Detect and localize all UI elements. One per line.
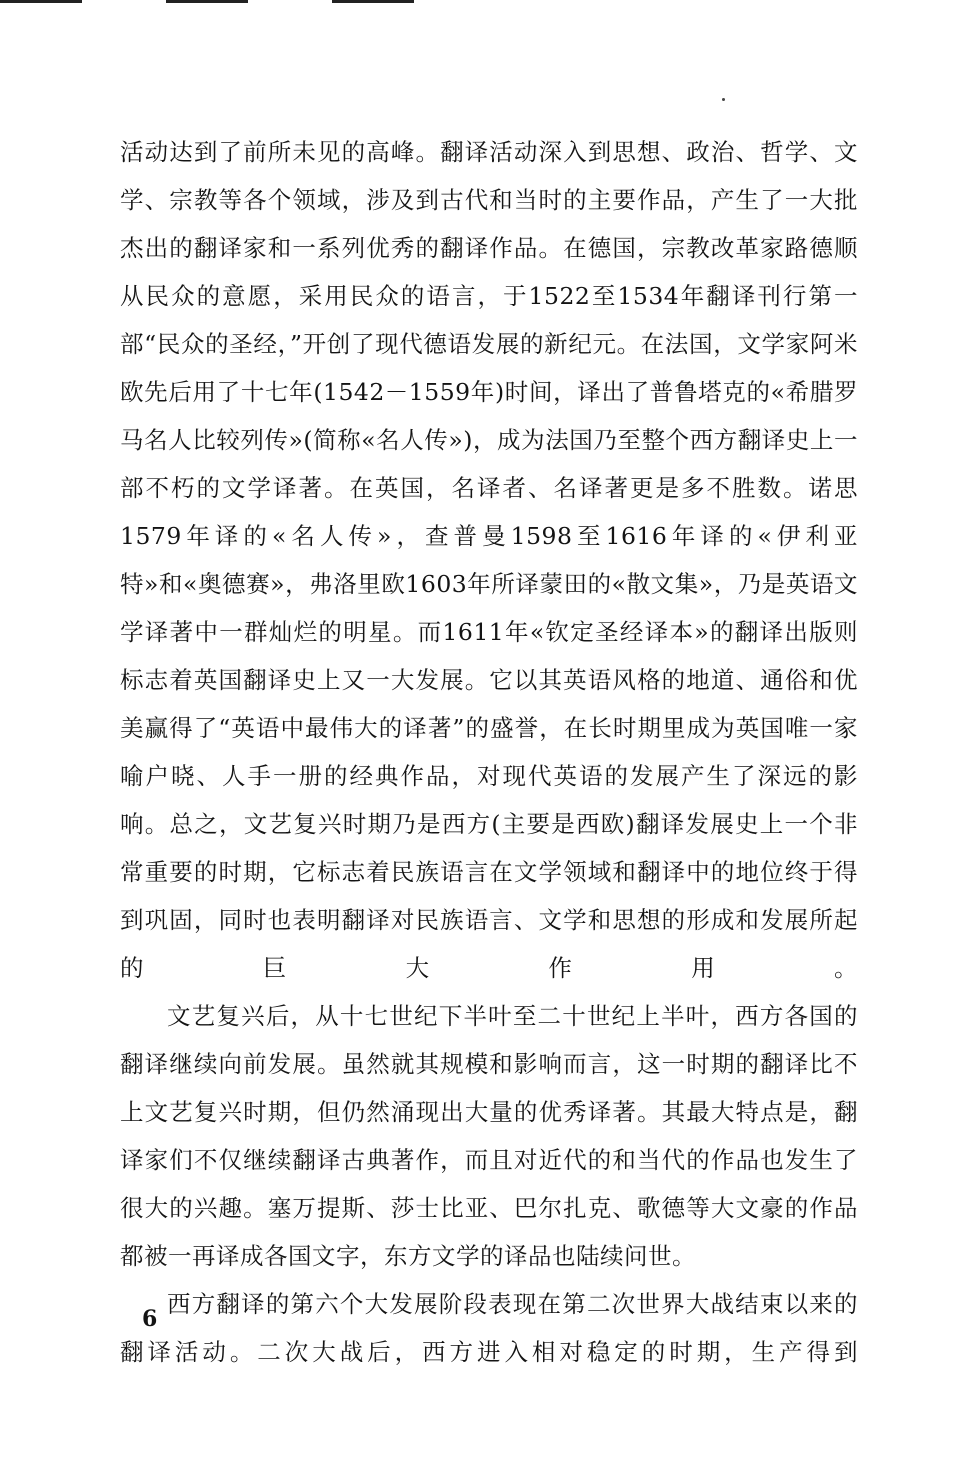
paragraph: 文艺复兴后，从十七世纪下半叶至二十世纪上半叶，西方各国的翻译继续向前发展。虽然就其规模和影响而言，这一时期的翻译比不上文艺复兴时期，但仍然涌现出大量的优秀译著。其最大特点是，翻译家们不仅继续翻译古典著作，而且对近代的和当代的作品也发生了很大的兴趣。塞万提斯、莎士比亚、巴尔扎克、歌德等大文豪的作品都被一再译成各国文字，东方文学的译品也陆续问世。 — [120, 1002, 858, 1270]
scan-speck — [722, 98, 725, 101]
scan-edge-mark — [166, 0, 248, 3]
paragraph: 西方翻译的第六个大发展阶段表现在第二次世界大战结束以来的翻译活动。二次大战后，西方进入相对稳定的时期，生产得到 — [120, 1290, 858, 1366]
body-text — [120, 128, 858, 1376]
scan-edge-mark — [332, 0, 414, 3]
paragraph-continued: 活动达到了前所未见的高峰。翻译活动深入到思想、政治、哲学、文学、宗教等各个领域，涉及到古代和当时的主要作品，产生了一大批杰出的翻译家和一系列优秀的翻译作品。在德国，宗教改革家路德顺从民众的意愿，采用民众的语言，于1522至1534年翻译刊行第一部“民众的圣经，”开创了现代德语发展的新纪元。在法国，文学家阿米欧先后用了十七年(1542－1559年)时间，译出了普鲁塔克的«希腊罗马名人比较列传»(简称«名人传»)，成为法国乃至整个西方翻译史上一部不朽的文学译著。在英国，名译者、名译著更是多不胜数。诺思1579年译的«名人传»，查普曼1598至1616年译的«伊利亚特»和«奥德赛»，弗洛里欧1603年所译蒙田的«散文集»，乃是英语文学译著中一群灿烂的明星。而1611年«钦定圣经译本»的翻译出版则标志着英国翻译史上又一大发展。它以其英语风格的地道、通俗和优美赢得了“英语中最伟大的译著”的盛誉，在长时期里成为英国唯一家喻户晓、人手一册的经典作品，对现代英语的发展产生了深远的影响。总之，文艺复兴时期乃是西方(主要是西欧)翻译发展史上一个非常重要的时期，它标志着民族语言在文学领域和翻译中的地位终于得到巩固，同时也表明翻译对民族语言、文学和思想的形成和发展所起的巨大作用。 — [120, 138, 858, 982]
scan-edge-mark — [0, 0, 82, 3]
page-number: 6 — [142, 1306, 158, 1332]
